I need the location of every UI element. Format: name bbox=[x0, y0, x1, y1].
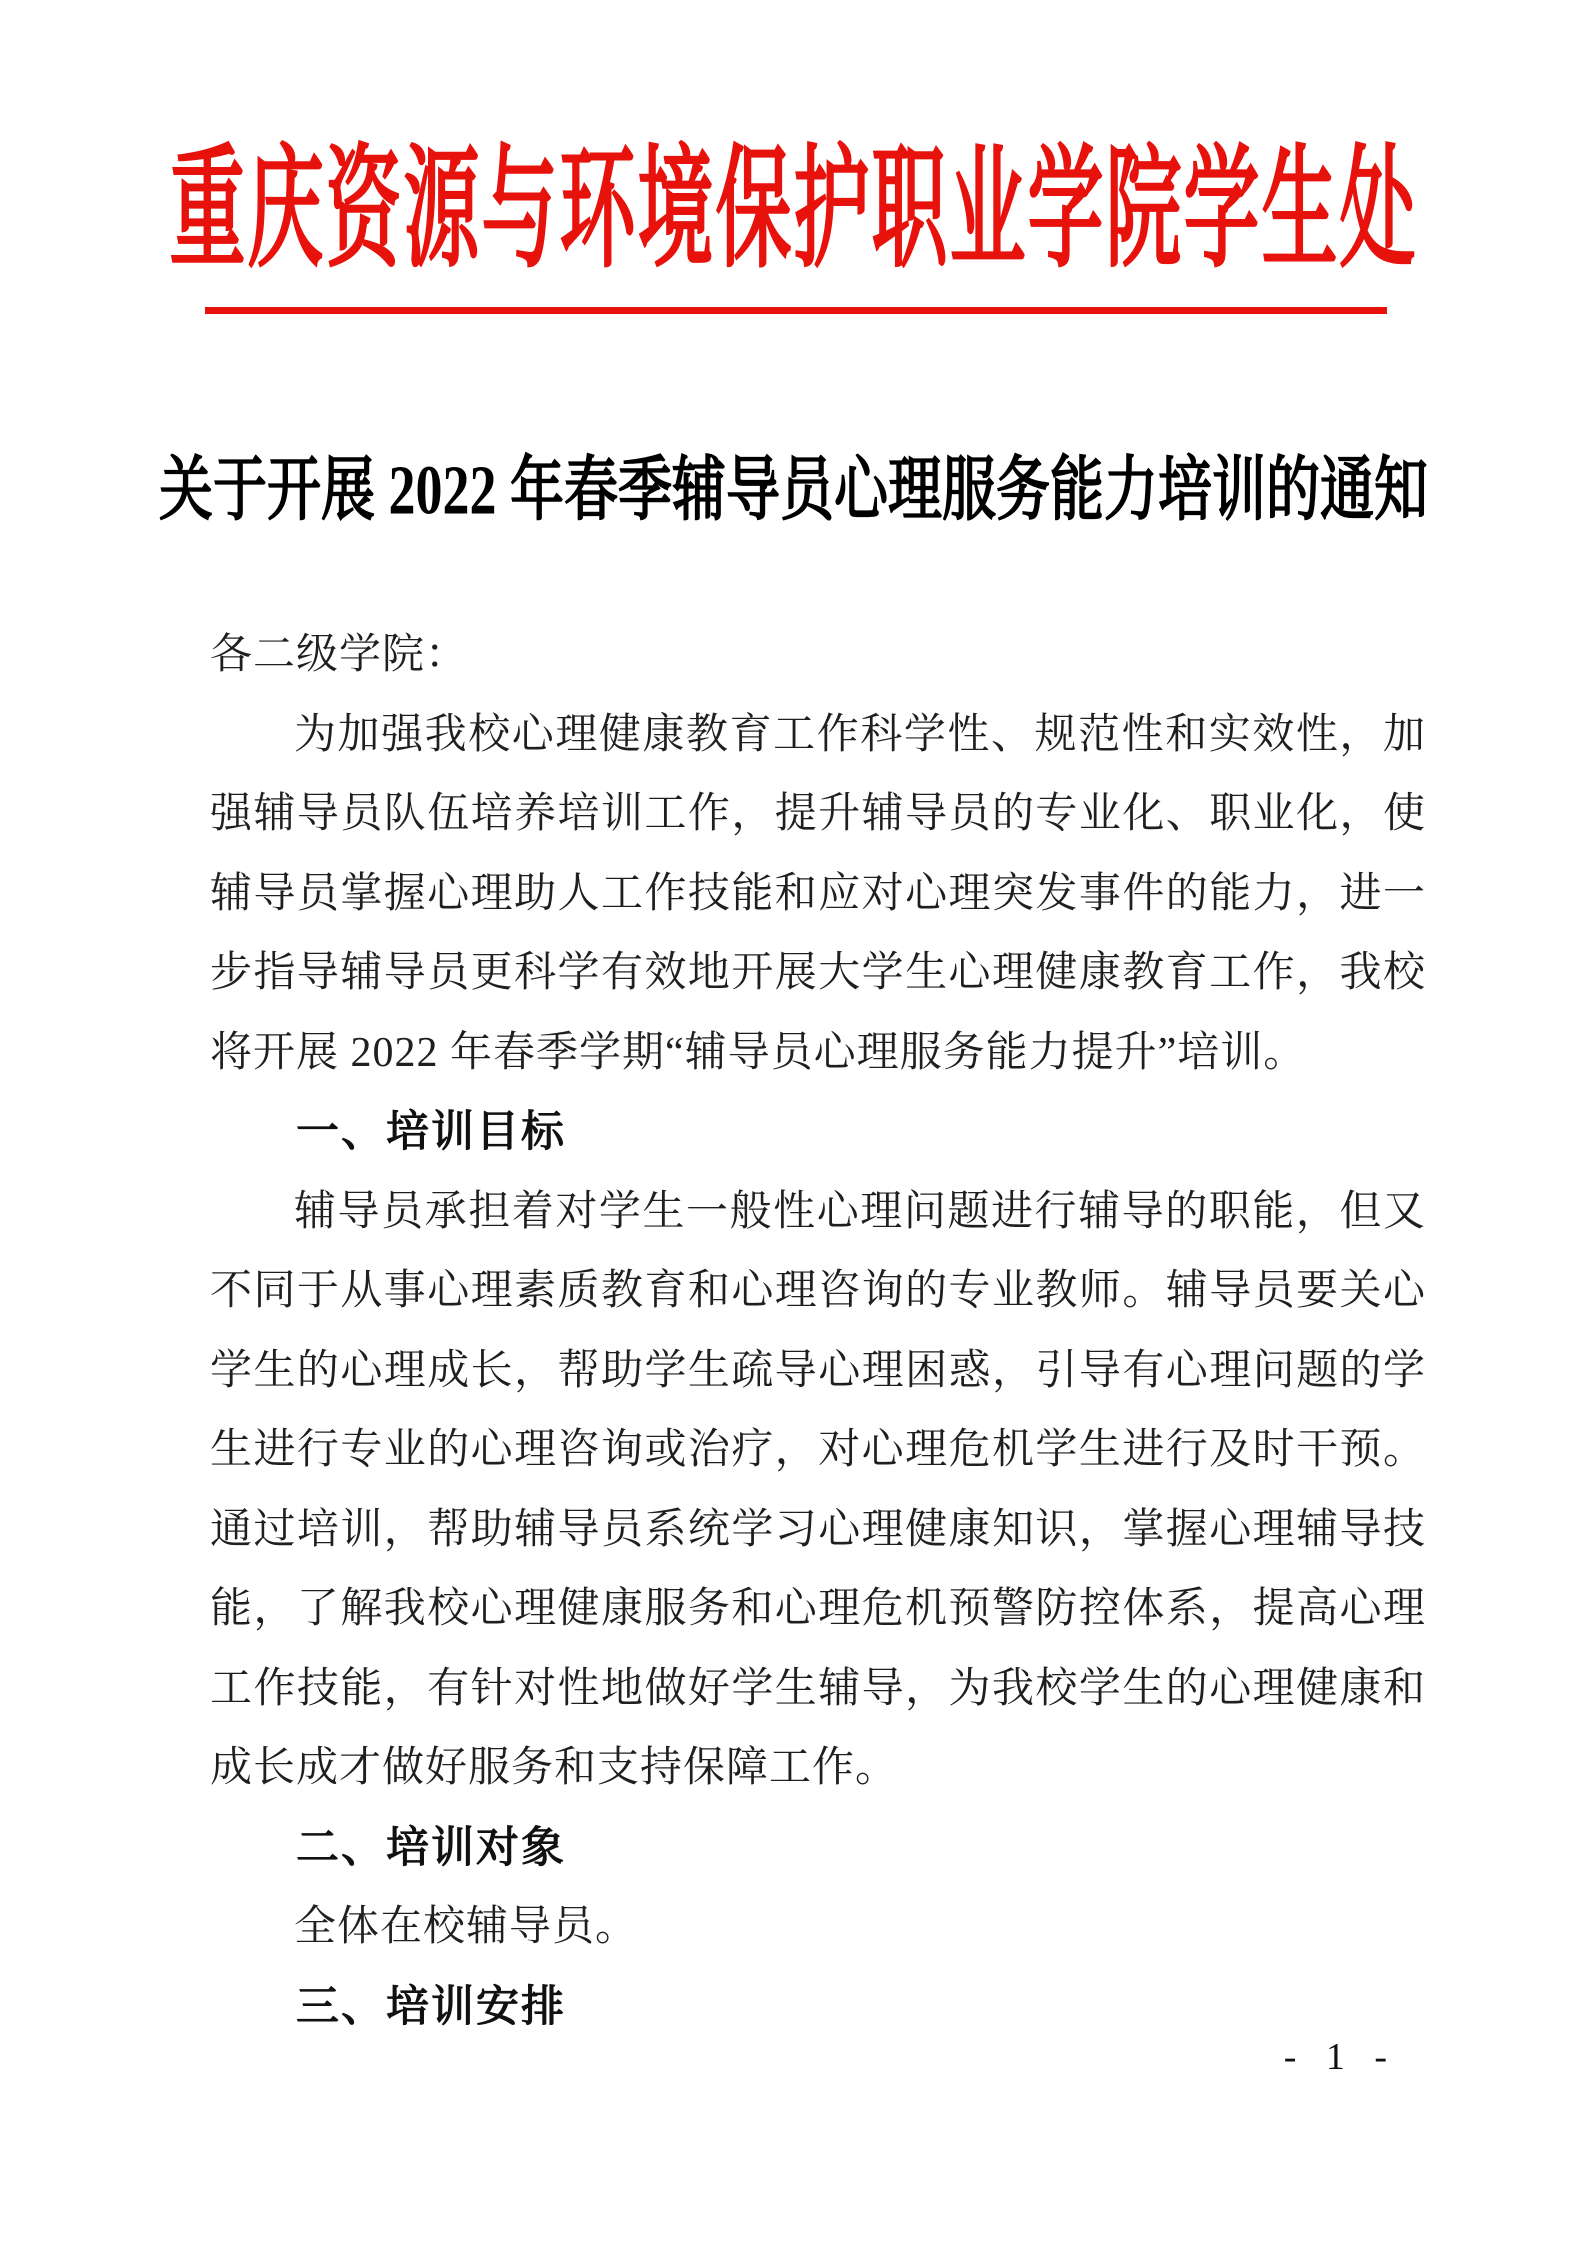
paragraph2-line: 工作技能，有针对性地做好学生辅导，为我校学生的心理健康和 bbox=[210, 1665, 1426, 1712]
paragraph2-line: 不同于从事心理素质教育和心理咨询的专业教师。辅导员要关心 bbox=[210, 1268, 1426, 1314]
paragraph2-line: 生进行专业的心理咨询或治疗，对心理危机学生进行及时干预。 bbox=[210, 1427, 1426, 1473]
page-number: - 1 - bbox=[1283, 2036, 1397, 2078]
letterhead-title: 重庆资源与环境保护职业学院学生处 bbox=[169, 137, 1418, 285]
paragraph2-line: 能，了解我校心理健康服务和心理危机预警防控体系，提高心理 bbox=[210, 1586, 1426, 1632]
section3-heading: 三、培训安排 bbox=[296, 1982, 566, 2031]
document-title: 关于开展 2022 年春季辅导员心理服务能力培训的通知 bbox=[159, 451, 1428, 529]
paragraph3-line: 全体在校辅导员。 bbox=[294, 1904, 639, 1950]
paragraph2-line: 辅导员承担着对学生一般性心理问题进行辅导的职能，但又 bbox=[294, 1188, 1426, 1235]
section2-heading: 二、培训对象 bbox=[296, 1823, 566, 1872]
paragraph2-line: 通过培训，帮助辅导员系统学习心理健康知识，掌握心理辅导技 bbox=[210, 1506, 1426, 1553]
paragraph1-line: 为加强我校心理健康教育工作科学性、规范性和实效性，加 bbox=[294, 711, 1426, 758]
paragraph1-line: 辅导员掌握心理助人工作技能和应对心理突发事件的能力，进一 bbox=[210, 870, 1426, 917]
document-body bbox=[210, 616, 1426, 2047]
paragraph1-line: 强辅导员队伍培养培训工作，提升辅导员的专业化、职业化，使 bbox=[210, 791, 1426, 837]
paragraph2-line: 成长成才做好服务和支持保障工作。 bbox=[210, 1745, 899, 1791]
paragraph1-line: 步指导辅导员更科学有效地开展大学生心理健康教育工作，我校 bbox=[210, 950, 1426, 996]
paragraph2-line: 学生的心理成长，帮助学生疏导心理困惑，引导有心理问题的学 bbox=[210, 1347, 1426, 1394]
paragraph1-line: 将开展 2022 年春季学期“辅导员心理服务能力提升”培训。 bbox=[210, 1029, 1307, 1076]
section1-heading: 一、培训目标 bbox=[296, 1108, 566, 1156]
salutation: 各二级学院： bbox=[210, 632, 469, 678]
letterhead-divider bbox=[205, 307, 1387, 314]
